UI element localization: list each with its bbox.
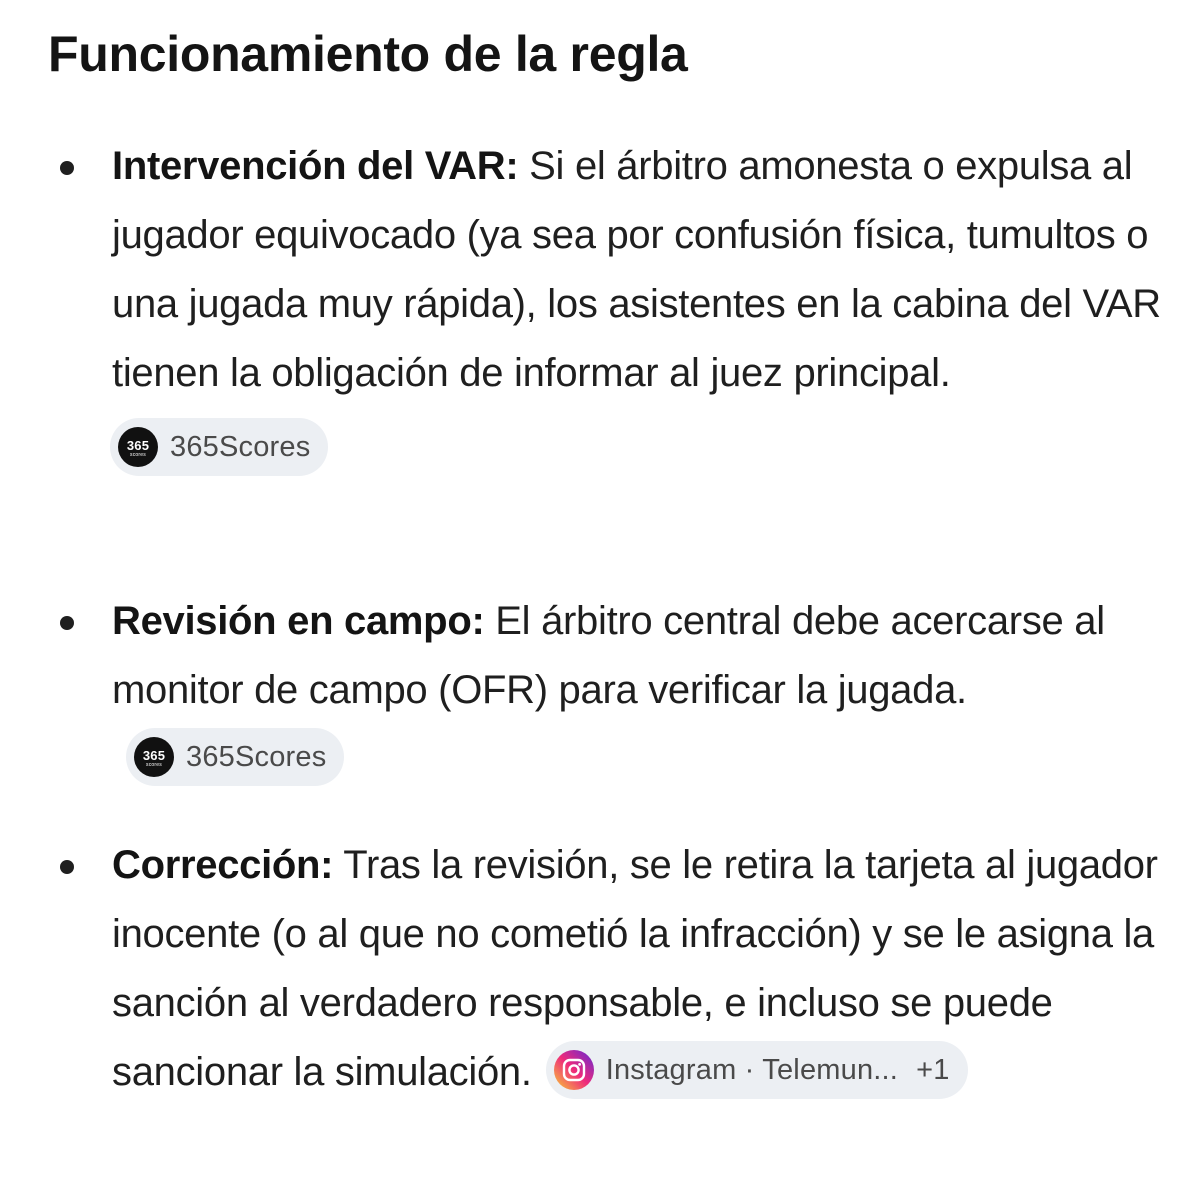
list-item-body: Si el árbitro amonesta o expulsa al jugador equivocado (ya sea por confusión física, tumultos o una jugada muy rápida), los asistentes en la cabina del VAR tienen la obligación de informar al juez principal. [112,144,1161,395]
list-item-text [112,831,1162,1107]
list-item-body: El árbitro central debe acercarse al monitor de campo (OFR) para verificar la jugada. [112,599,1105,712]
list-item-text [112,587,1162,794]
365scores-logo-icon [118,427,158,467]
svg-text:scores: scores [146,762,162,769]
source-chip-instagram[interactable] [546,1041,968,1099]
bullet-icon [60,616,74,630]
list-item-correction [112,831,1162,1107]
svg-text:365: 365 [142,748,166,764]
section-heading: Funcionamiento de la regla [48,26,688,82]
list-item-title: Revisión en campo: [112,599,485,643]
source-chip-365scores[interactable] [110,418,328,476]
source-chip-label: 365Scores [170,431,311,463]
svg-text:scores: scores [130,452,146,458]
list-item-review [112,587,1162,794]
bullet-icon [60,161,74,175]
list-item-title: Corrección: [112,843,334,887]
list-item-var [112,132,1162,480]
list-item-body: Tras la revisión, se le retira la tarjeta al jugador inocente (o al que no cometió la infracción) y se le asigna la sanción al verdadero responsable, e incluso se puede sancionar la simulación. [112,843,1158,1094]
365scores-logo-icon [134,737,174,777]
bullet-icon [60,860,74,874]
svg-text:365: 365 [126,438,150,453]
list-item-title: Intervención del VAR: [112,144,519,188]
list-item-text [112,132,1162,408]
source-chip-365scores[interactable] [126,728,344,786]
source-chip-label: Instagram · Telemun... [605,1054,899,1087]
source-chip-label: 365Scores [186,741,327,774]
more-sources-count: +1 [916,1054,950,1087]
instagram-logo-icon [554,1050,594,1090]
